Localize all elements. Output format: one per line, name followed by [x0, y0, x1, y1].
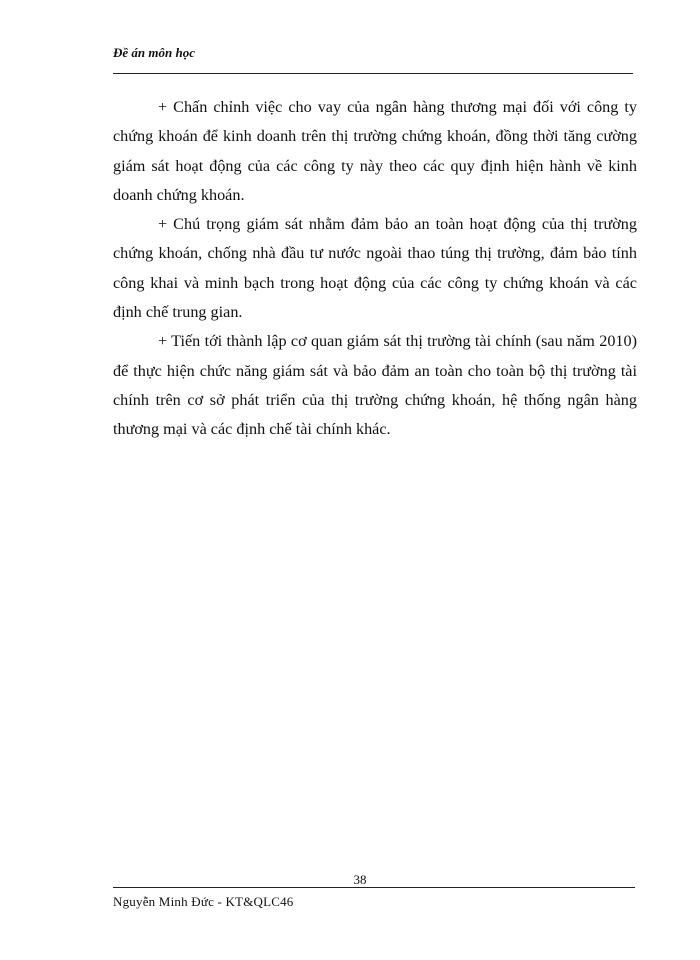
body-text — [113, 93, 637, 445]
paragraph-3: + Tiến tới thành lập cơ quan giám sát thị trường tài chính (sau năm 2010) để thực hiện chức năng giám sát và bảo đảm an toàn cho toàn bộ thị trường tài chính trên cơ sở phát triển của thị trường chứng khoán, hệ thống ngân hàng thương mại và các định chế tài chính khác. — [113, 332, 637, 439]
footer-author: Nguyễn Minh Đức - KT&QLC46 — [113, 894, 294, 909]
header-title: Đề án môn học — [113, 45, 195, 60]
page-number: 38 — [353, 872, 367, 887]
paragraph-2: + Chú trọng giám sát nhằm đảm bảo an toàn hoạt động của thị trường chứng khoán, chống nhà đầu tư nước ngoài thao túng thị trường, đảm bảo tính công khai và minh bạch trong hoạt động của các công ty chứng khoán và các định chế trung gian. — [113, 215, 637, 322]
footer-divider — [113, 887, 635, 888]
header-divider — [113, 73, 633, 74]
paragraph-1: + Chấn chỉnh việc cho vay của ngân hàng thương mại đối với công ty chứng khoán để kinh doanh trên thị trường chứng khoán, đồng thời tăng cường giám sát hoạt động của các công ty này theo các quy định hiện hành về kinh doanh chứng khoán. — [113, 98, 637, 204]
